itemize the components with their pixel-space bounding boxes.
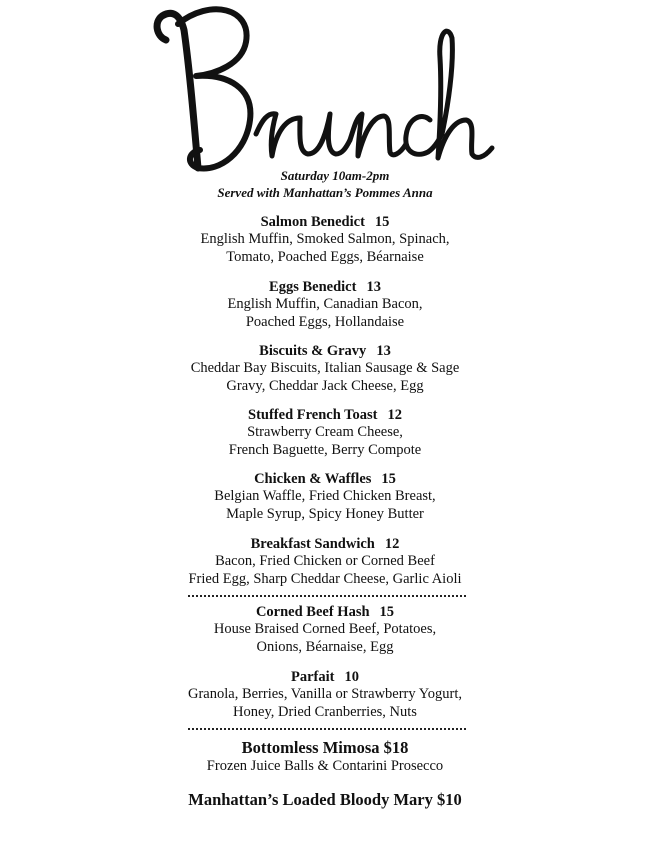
item-desc-line: Tomato, Poached Eggs, Béarnaise [226, 248, 424, 265]
item-desc-line: Poached Eggs, Hollandaise [245, 313, 405, 330]
item-desc-line: Strawberry Cream Cheese, [247, 424, 403, 440]
menu-item [0, 471, 650, 523]
mimosa-title: Bottomless Mimosa $18 [241, 738, 409, 757]
item-desc-line: Onions, Béarnaise, Egg [256, 638, 394, 655]
menu-item [0, 536, 650, 588]
item-price: 15 [379, 604, 395, 620]
item-desc-line: Gravy, Cheddar Jack Cheese, Egg [226, 377, 424, 394]
item-desc-line: Cheddar Bay Biscuits, Italian Sausage & Sage [190, 360, 460, 376]
item-desc-line: Granola, Berries, Vanilla or Strawberry Yogurt, [188, 686, 462, 702]
item-desc-line: Honey, Dried Cranberries, Nuts [233, 703, 417, 720]
menu-item [0, 669, 650, 721]
item-desc-line: House Braised Corned Beef, Potatoes, [213, 621, 437, 637]
menu-item [0, 407, 650, 459]
item-desc-line: Fried Egg, Sharp Cheddar Cheese, Garlic Aioli [188, 570, 462, 587]
bloody-mary-section [0, 790, 650, 810]
item-name: Stuffed French Toast [248, 407, 378, 423]
item-name: Parfait [291, 669, 335, 685]
menu-item [0, 604, 650, 656]
item-desc-line: English Muffin, Smoked Salmon, Spinach, [200, 231, 450, 247]
item-price: 15 [381, 471, 396, 487]
item-name: Breakfast Sandwich [250, 536, 375, 552]
item-desc-line: Bacon, Fried Chicken or Corned Beef [215, 553, 435, 569]
item-name: Biscuits & Gravy [259, 343, 367, 359]
served-with-text: Served with Manhattan’s Pommes Anna [217, 185, 433, 200]
item-desc-line: Maple Syrup, Spicy Honey Butter [226, 505, 424, 522]
item-price: 10 [344, 669, 359, 685]
item-desc-line: English Muffin, Canadian Bacon, [227, 296, 423, 312]
item-price: 12 [384, 536, 400, 552]
brunch-title-logo [150, 2, 500, 180]
dotted-divider [188, 728, 466, 730]
item-name: Eggs Benedict [269, 279, 357, 295]
item-price: 13 [366, 279, 381, 295]
item-name: Salmon Benedict [260, 214, 365, 230]
schedule-text: Saturday 10am-2pm [280, 168, 390, 183]
item-desc-line: French Baguette, Berry Compote [228, 441, 422, 458]
item-price: 15 [374, 214, 390, 230]
dotted-divider [188, 595, 466, 597]
menu-item [0, 343, 650, 395]
item-desc-line: Belgian Waffle, Fried Chicken Breast, [214, 488, 436, 504]
item-name: Chicken & Waffles [254, 471, 372, 487]
item-price: 12 [387, 407, 402, 423]
mimosa-section [0, 738, 650, 775]
item-price: 13 [376, 343, 391, 359]
mimosa-desc: Frozen Juice Balls & Contarini Prosecco [206, 758, 444, 774]
bloody-mary-title: Manhattan’s Loaded Bloody Mary $10 [188, 790, 462, 809]
menu-item [0, 214, 650, 266]
item-name: Corned Beef Hash [255, 604, 370, 620]
menu-item [0, 279, 650, 331]
